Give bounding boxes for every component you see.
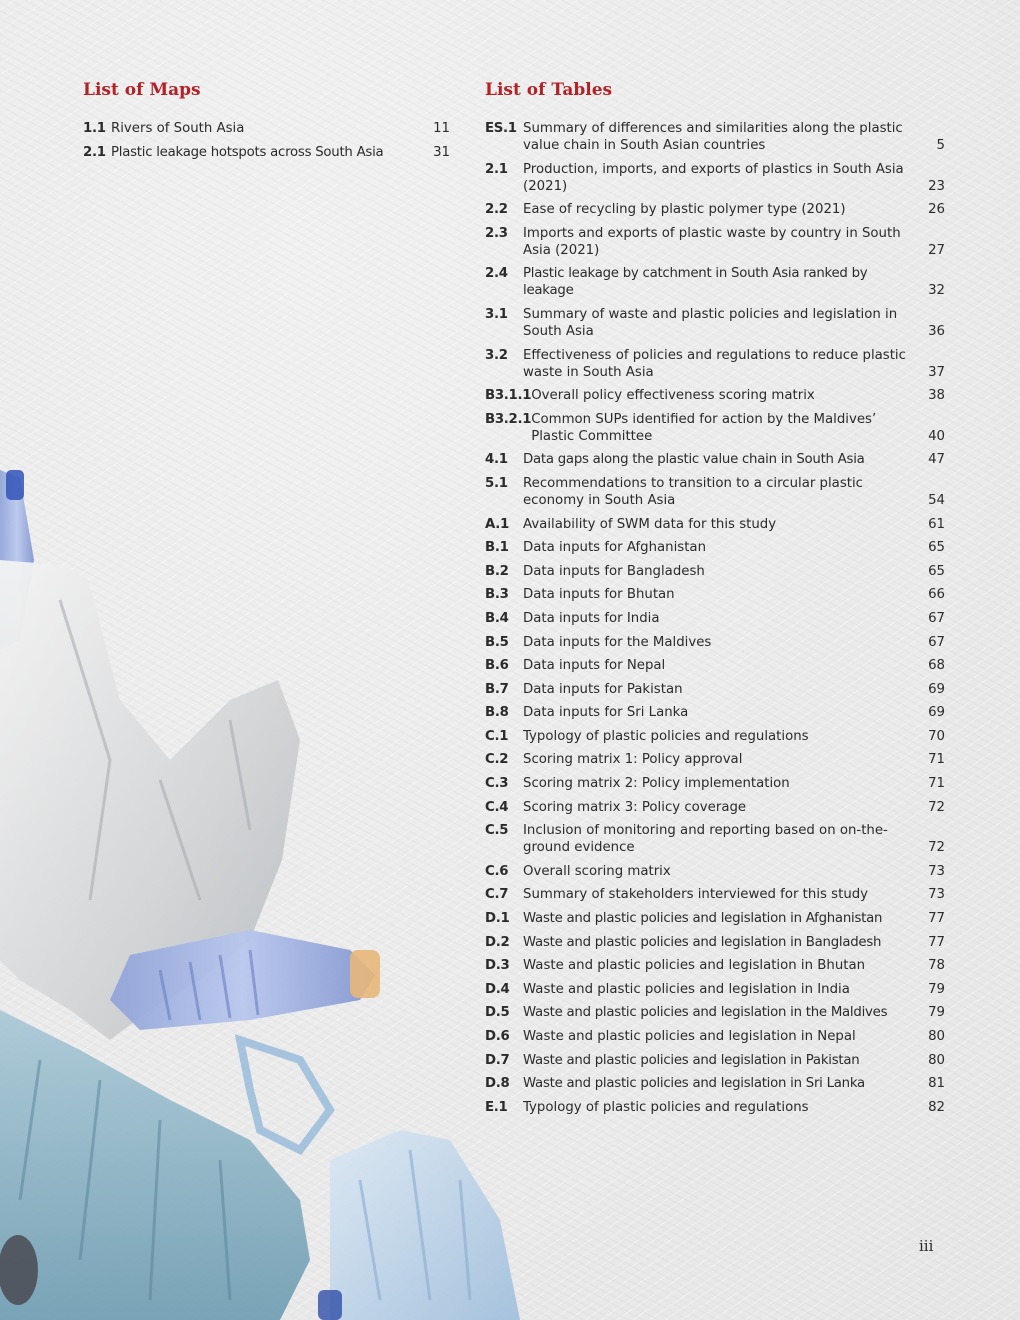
table-entry[interactable] [485, 1004, 945, 1021]
table-entry[interactable] [485, 704, 945, 721]
map-entry[interactable] [83, 120, 450, 137]
tables-list [485, 120, 945, 1122]
entry-label: Data inputs for Afghanistan [523, 540, 707, 556]
entry-number: C.7 [485, 887, 509, 903]
entry-page: 80 [928, 1029, 945, 1044]
table-entry[interactable] [485, 1028, 945, 1045]
entry-page: 68 [928, 658, 945, 674]
entry-number: 2.2 [485, 202, 508, 218]
entry-page: 65 [928, 540, 945, 556]
entry-label: Typology of plastic policies and regulations [523, 728, 809, 744]
entry-page: 78 [928, 958, 945, 974]
entry-label: Plastic leakage by catchment in South Asia ranked by leakage [523, 266, 868, 299]
table-entry[interactable] [485, 387, 945, 404]
table-entry[interactable] [485, 161, 945, 195]
entry-number: B.8 [485, 705, 509, 721]
entry-label: Production, imports, and exports of plastics in South Asia (2021) [523, 161, 904, 194]
entry-number: 2.1 [485, 161, 508, 177]
entry-page: 47 [928, 452, 945, 468]
entry-label: Data inputs for Sri Lanka [523, 705, 689, 721]
table-entry[interactable] [485, 981, 945, 998]
entry-page: 79 [928, 1005, 945, 1021]
table-entry[interactable] [485, 728, 945, 745]
table-entry[interactable] [485, 586, 945, 603]
table-entry[interactable] [485, 225, 945, 259]
entry-label: Waste and plastic policies and legislation in the Maldives [523, 1005, 888, 1021]
table-entry[interactable] [485, 886, 945, 903]
entry-page: 79 [928, 981, 945, 997]
map-entry[interactable] [83, 144, 450, 161]
entry-number: D.2 [485, 934, 510, 950]
entry-page: 71 [928, 776, 945, 792]
entry-number: B.5 [485, 634, 509, 650]
entry-label: Data inputs for the Maldives [523, 634, 712, 650]
entry-page: 11 [433, 121, 450, 136]
entry-number: D.6 [485, 1029, 510, 1044]
table-entry[interactable] [485, 451, 945, 468]
entry-label: Scoring matrix 2: Policy implementation [523, 776, 790, 792]
entry-label: Overall scoring matrix [523, 863, 671, 879]
entry-page: 69 [928, 705, 945, 721]
entry-label: Scoring matrix 3: Policy coverage [523, 799, 747, 815]
table-entry[interactable] [485, 751, 945, 768]
entry-number: ES.1 [485, 121, 517, 136]
entry-label: Availability of SWM data for this study [523, 516, 777, 532]
table-entry[interactable] [485, 775, 945, 792]
entry-number: 1.1 [83, 121, 106, 136]
table-entry[interactable] [485, 563, 945, 580]
entry-page: 73 [928, 887, 945, 903]
entry-number: B3.1.1 [485, 388, 532, 404]
entry-label: Imports and exports of plastic waste by country in South Asia (2021) [523, 225, 901, 258]
entry-page: 36 [928, 323, 945, 339]
entry-label: Waste and plastic policies and legislation in Sri Lanka [523, 1076, 865, 1092]
entry-page: 82 [928, 1099, 945, 1115]
entry-page: 40 [928, 428, 945, 444]
entry-number: C.2 [485, 752, 509, 768]
entry-number: C.1 [485, 728, 509, 744]
table-entry[interactable] [485, 201, 945, 218]
entry-number: A.1 [485, 516, 509, 532]
entry-label: Data inputs for India [523, 610, 660, 626]
page-number: iii [919, 1237, 934, 1255]
list-of-tables-title: List of Tables [485, 80, 613, 100]
table-entry[interactable] [485, 934, 945, 951]
table-entry[interactable] [485, 822, 945, 856]
entry-number: 3.2 [485, 347, 508, 363]
entry-page: 27 [928, 242, 945, 258]
entry-page: 54 [928, 492, 945, 508]
entry-label: Summary of waste and plastic policies and legislation in South Asia [523, 306, 898, 339]
entry-label: Waste and plastic policies and legislation in India [523, 981, 850, 997]
table-entry[interactable] [485, 475, 945, 509]
entry-page: 31 [433, 145, 450, 160]
entry-number: B.6 [485, 658, 509, 674]
entry-number: 3.1 [485, 306, 508, 322]
entry-number: 5.1 [485, 475, 508, 491]
table-entry[interactable] [485, 516, 945, 533]
entry-number: 2.1 [83, 145, 106, 160]
entry-label: Scoring matrix 1: Policy approval [523, 752, 743, 768]
entry-label: Summary of stakeholders interviewed for this study [523, 887, 869, 903]
entry-label: Common SUPs identified for action by the Maldives’ Plastic Committee [531, 411, 877, 444]
entry-label: Overall policy effectiveness scoring matrix [531, 388, 815, 404]
entry-number: C.3 [485, 776, 509, 792]
table-entry[interactable] [485, 681, 945, 698]
entry-page: 71 [928, 752, 945, 768]
entry-number: C.4 [485, 799, 509, 815]
entry-page: 38 [928, 388, 945, 404]
table-entry[interactable] [485, 634, 945, 651]
entry-page: 37 [928, 364, 945, 380]
entry-page: 67 [928, 634, 945, 650]
entry-page: 77 [928, 911, 945, 927]
table-entry[interactable] [485, 539, 945, 556]
entry-number: C.6 [485, 863, 509, 879]
entry-label: Data inputs for Bangladesh [523, 563, 705, 579]
entry-number: E.1 [485, 1099, 508, 1115]
entry-label: Rivers of South Asia [111, 121, 245, 136]
table-entry[interactable] [485, 957, 945, 974]
entry-number: D.3 [485, 958, 510, 974]
entry-label: Data inputs for Nepal [523, 658, 666, 674]
entry-page: 66 [928, 587, 945, 603]
entry-page: 26 [928, 202, 945, 218]
table-entry[interactable] [485, 347, 945, 381]
entry-label: Waste and plastic policies and legislation in Bhutan [523, 958, 866, 974]
entry-page: 23 [928, 178, 945, 194]
entry-label: Waste and plastic policies and legislation in Nepal [523, 1029, 856, 1044]
entry-label: Typology of plastic policies and regulations [523, 1099, 809, 1115]
table-entry[interactable] [485, 1099, 945, 1116]
table-entry[interactable] [485, 863, 945, 880]
entry-label: Data gaps along the plastic value chain in South Asia [523, 452, 865, 468]
table-entry[interactable] [485, 306, 945, 340]
table-entry[interactable] [485, 120, 945, 154]
entry-number: D.8 [485, 1076, 510, 1092]
entry-label: Ease of recycling by plastic polymer type (2021) [523, 202, 846, 218]
entry-label: Waste and plastic policies and legislation in Bangladesh [523, 934, 882, 950]
entry-number: B.7 [485, 681, 509, 697]
entry-label: Inclusion of monitoring and reporting based on on-the-ground evidence [523, 823, 888, 856]
table-entry[interactable] [485, 610, 945, 627]
entry-page: 69 [928, 681, 945, 697]
entry-number: B.2 [485, 563, 509, 579]
table-entry[interactable] [485, 1075, 945, 1092]
entry-page: 77 [928, 934, 945, 950]
table-entry[interactable] [485, 1052, 945, 1069]
entry-number: 2.4 [485, 266, 508, 282]
entry-page: 32 [928, 283, 945, 299]
table-entry[interactable] [485, 657, 945, 674]
entry-number: D.4 [485, 981, 510, 997]
list-of-maps-title: List of Maps [83, 80, 201, 100]
entry-number: B3.2.1 [485, 411, 532, 427]
entry-label: Data inputs for Bhutan [523, 587, 675, 603]
entry-page: 70 [928, 728, 945, 744]
entry-number: C.5 [485, 823, 509, 839]
entry-page: 67 [928, 610, 945, 626]
entry-label: Effectiveness of policies and regulations to reduce plastic waste in South Asia [523, 347, 906, 380]
entry-page: 72 [928, 799, 945, 815]
entry-page: 73 [928, 863, 945, 879]
entry-page: 65 [928, 563, 945, 579]
entry-number: B.1 [485, 540, 509, 556]
table-entry[interactable] [485, 799, 945, 816]
entry-page: 81 [928, 1076, 945, 1092]
entry-number: B.4 [485, 610, 509, 626]
entry-label: Recommendations to transition to a circular plastic economy in South Asia [523, 475, 863, 508]
entry-number: D.1 [485, 911, 510, 927]
table-entry[interactable] [485, 411, 945, 445]
entry-number: 4.1 [485, 452, 508, 468]
entry-label: Data inputs for Pakistan [523, 681, 683, 697]
entry-label: Plastic leakage hotspots across South Asia [111, 145, 384, 160]
entry-label: Waste and plastic policies and legislation in Afghanistan [523, 911, 883, 927]
table-entry[interactable] [485, 910, 945, 927]
entry-number: D.7 [485, 1052, 510, 1068]
entry-number: 2.3 [485, 225, 508, 241]
entry-page: 80 [928, 1052, 945, 1068]
entry-page: 5 [936, 138, 945, 153]
entry-page: 61 [928, 516, 945, 532]
entry-label: Summary of differences and similarities along the plastic value chain in South Asian countries [523, 121, 903, 153]
maps-list [83, 120, 450, 168]
entry-number: B.3 [485, 587, 509, 603]
entry-page: 72 [928, 840, 945, 856]
table-entry[interactable] [485, 265, 945, 299]
entry-label: Waste and plastic policies and legislation in Pakistan [523, 1052, 860, 1068]
entry-number: D.5 [485, 1005, 510, 1021]
